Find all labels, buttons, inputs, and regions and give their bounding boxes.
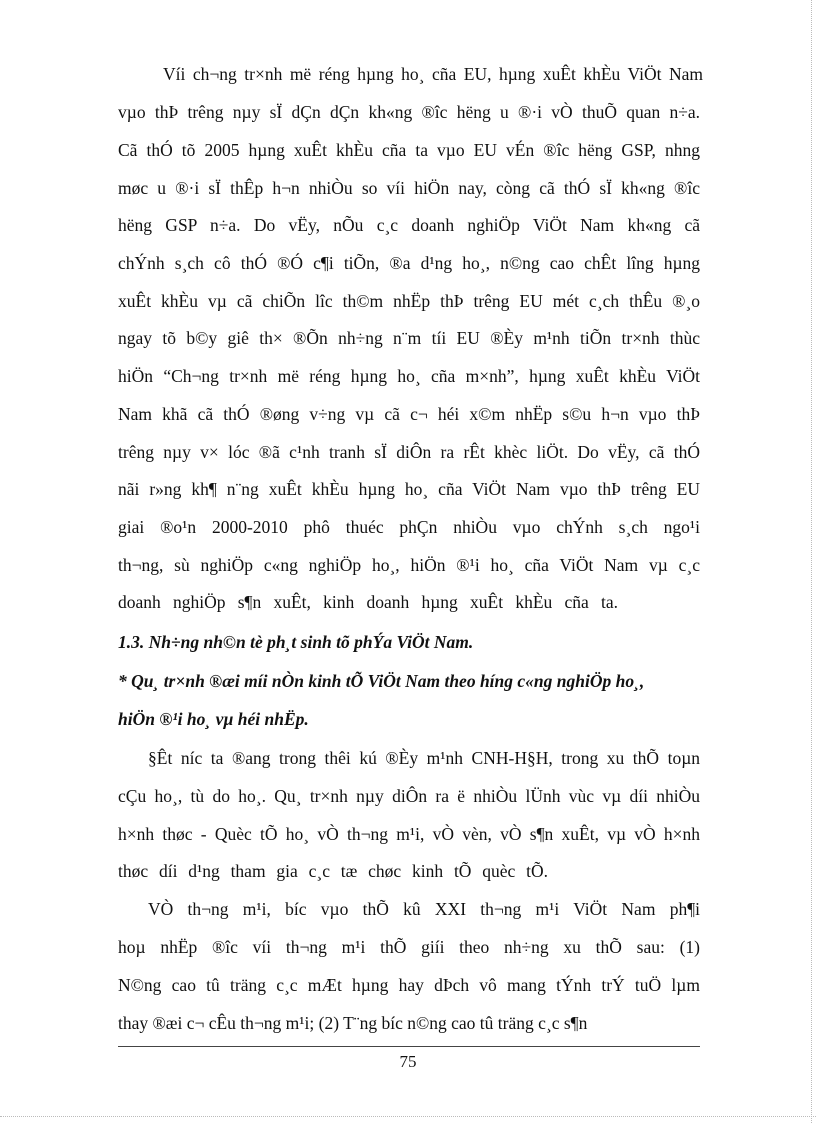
body-text-line: doanh nghiÖp s¶n xuÊt, kinh doanh hµng xuÊt khÈu cña ta. [118,592,619,612]
body-text-line: N©ng cao tû träng c¸c mÆt hµng hay dÞch vô mang tÝnh trÝ tuÖ lµm [118,975,700,995]
subsection-heading: hiÖn ®¹i ho¸ vµ héi nhËp. [118,709,309,729]
body-text-line: xuÊt khÈu vµ cã chiÕn lîc th©m nhËp thÞ trêng EU mét c¸ch thÊu ®¸o [118,291,701,311]
footer-rule [118,1046,700,1047]
body-text-line: vµo thÞ trêng nµy sÏ dÇn dÇn kh«ng ®îc hëng u ®·i vÒ thuÕ quan n÷a. [118,102,701,122]
body-text-line: Cã thÓ tõ 2005 hµng xuÊt khÈu cña ta vµo EU vÉn ®îc hëng GSP, nhng [118,140,700,160]
body-text-line: hiÖn “Ch¬ng tr×nh më réng hµng ho¸ cña m×nh”, hµng xuÊt khÈu ViÖt [118,366,701,386]
body-text-line: §Êt níc ta ®ang trong thêi kú ®Èy m¹nh CNH-H§H, trong xu thÕ toµn [148,748,701,768]
page-border-right [811,0,812,1123]
body-text-line: trêng nµy v× lóc ®ã c¹nh tranh sÏ diÔn ra rÊt khèc liÖt. Do vËy, cã thÓ [118,442,700,462]
body-text-line: hoµ nhËp ®îc víi th¬ng m¹i thÕ giíi theo nh÷ng xu thÕ sau: (1) [118,937,700,957]
body-text-line: ngay tõ b©y giê th× ®Õn nh÷ng n¨m tíi EU ®Èy m¹nh tiÕn tr×nh thùc [118,328,701,348]
body-text-line: th¬ng, sù nghiÖp c«ng nghiÖp ho¸, hiÖn ®¹i ho¸ cña ViÖt Nam vµ c¸c [118,555,700,575]
body-text-line: giai ®o¹n 2000-2010 phô thuéc phÇn nhiÒu vµo chÝnh s¸ch ngo¹i [118,517,701,537]
body-text-line: hëng GSP n÷a. Do vËy, nÕu c¸c doanh nghiÖp ViÖt Nam kh«ng cã [118,215,701,235]
body-text-line: VÒ th¬ng m¹i, bíc vµo thÕ kû XXI th¬ng m¹i ViÖt Nam ph¶i [148,899,700,919]
body-text-line: møc u ®·i sÏ thÊp h¬n nhiÒu so víi hiÖn nay, còng cã thÓ sÏ kh«ng ®îc [118,178,700,198]
body-text-line: Víi ch¬ng tr×nh më réng hµng ho¸ cña EU, hµng xuÊt khÈu ViÖt Nam [163,64,703,84]
section-heading: 1.3. Nh÷ng nh©n tè ph¸t sinh tõ phÝa ViÖt Nam. [118,632,474,652]
body-text-line: nãi r»ng kh¶ n¨ng xuÊt khÈu hµng ho¸ cña ViÖt Nam vµo thÞ trêng EU [118,479,700,499]
page-border-bottom [0,1116,816,1117]
page-number: 75 [399,1052,417,1071]
body-text-line: cÇu ho¸, tù do ho¸. Qu¸ tr×nh nµy diÔn ra ë nhiÒu lÜnh vùc vµ díi nhiÒu [118,786,701,806]
body-text-line: h×nh thøc - Quèc tÕ ho¸ vÒ th¬ng m¹i, vÒ vèn, vÒ s¶n xuÊt, vµ vÒ h×nh [118,824,701,844]
subsection-heading: * Qu¸ tr×nh ®æi míi nÒn kinh tÕ ViÖt Nam theo híng c«ng nghiÖp ho¸, [118,671,645,691]
body-text-line: thøc díi d¹ng tham gia c¸c tæ chøc kinh tÕ quèc tÕ. [118,861,548,881]
body-text-line: Nam khã cã thÓ ®øng v÷ng vµ cã c¬ héi x©m nhËp s©u h¬n vµo thÞ [118,404,700,424]
body-text-line: chÝnh s¸ch cô thÓ ®Ó c¶i tiÕn, ®a d¹ng ho¸, n©ng cao chÊt lîng hµng [118,253,701,273]
body-text-line: thay ®æi c¬ cÊu th¬ng m¹i; (2) T¨ng bíc n©ng cao tû träng c¸c s¶n [118,1013,588,1033]
